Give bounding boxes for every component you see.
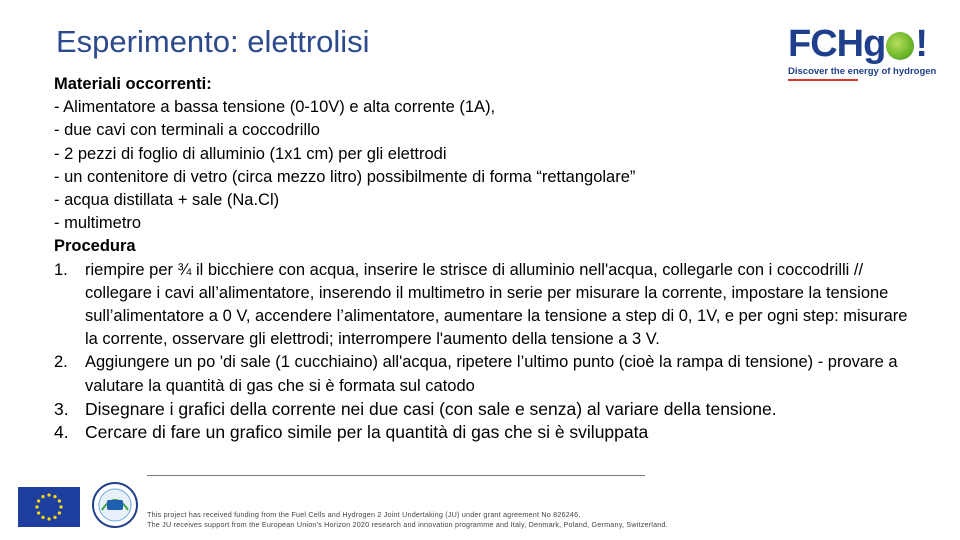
- eu-flag-icon: [18, 487, 80, 527]
- materials-heading: Materiali occorrenti:: [54, 75, 212, 93]
- materials-item: - acqua distillata + sale (Na.Cl): [54, 191, 280, 210]
- logo-suffix: !: [915, 23, 927, 65]
- footer-divider: [147, 475, 645, 476]
- procedure-step: [54, 421, 924, 444]
- step-number: 4.: [54, 422, 69, 443]
- logo-tagline: Discover the energy of hydrogen: [788, 66, 937, 77]
- funding-line: This project has received funding from the Fuel Cells and Hydrogen 2 Joint Undertaking (JU) under grant agreement No 826246.: [147, 510, 581, 519]
- materials-item: - 2 pezzi di foglio di alluminio (1x1 cm) per gli elettrodi: [54, 144, 447, 163]
- materials-item: - due cavi con terminali a coccodrillo: [54, 121, 320, 140]
- step-text: Cercare di fare un grafico simile per la quantità di gas che si è sviluppata: [85, 422, 649, 443]
- logo-prefix: FCHg: [788, 23, 886, 65]
- step-text: Aggiungere un po 'di sale (1 cucchiaino) all'acqua, ripetere l’ultimo punto (cioè la rampa di tensione) - provare a valutare la quantità di gas che si è formata sul catodo: [85, 353, 898, 395]
- step-number: 1.: [54, 260, 68, 279]
- procedure-step: [54, 351, 924, 397]
- procedure-heading: Procedura: [54, 237, 136, 256]
- globe-icon: [886, 32, 914, 60]
- fch-ju-logo-icon: [90, 480, 140, 530]
- slide-title: Esperimento: elettrolisi: [56, 24, 370, 59]
- materials-item: - multimetro: [54, 214, 142, 233]
- procedure-step: [54, 398, 924, 421]
- step-text: riempire per ¾ il bicchiere con acqua, inserire le strisce di alluminio nell'acqua, collegarle con i coccodrilli // collegare i cavi all’alimentatore, inserendo il multimetro in serie per misurare la corrente, impostare la tensione sull’alimentatore a 0 V, accendere l’alimentatore, aumentare la tensione a step di 0, 1V, e per ogni step: misurare la corrente, osservare gli elettrodi; interrompere l'aumento della tensione a 3 V.: [85, 260, 908, 349]
- procedure-list: [54, 259, 924, 445]
- slide-body: [54, 73, 924, 444]
- logo-wordmark: [788, 24, 938, 64]
- step-text: Disegnare i grafici della corrente nei due casi (con sale e senza) al variare della tensione.: [85, 398, 777, 419]
- step-number: 2.: [54, 353, 68, 372]
- materials-item: - un contenitore di vetro (circa mezzo litro) possibilmente di forma “rettangolare”: [54, 167, 636, 186]
- funding-notice: [147, 510, 747, 529]
- funding-line: The JU receives support from the European Union's Horizon 2020 research and innovation programme and Italy, Denmark, Poland, Germany, Switzerland.: [147, 519, 668, 529]
- eu-stars-icon: [18, 487, 80, 527]
- materials-item: - Alimentatore a bassa tensione (0-10V) e alta corrente (1A),: [54, 98, 496, 117]
- procedure-step: [54, 259, 924, 352]
- step-number: 3.: [54, 398, 69, 419]
